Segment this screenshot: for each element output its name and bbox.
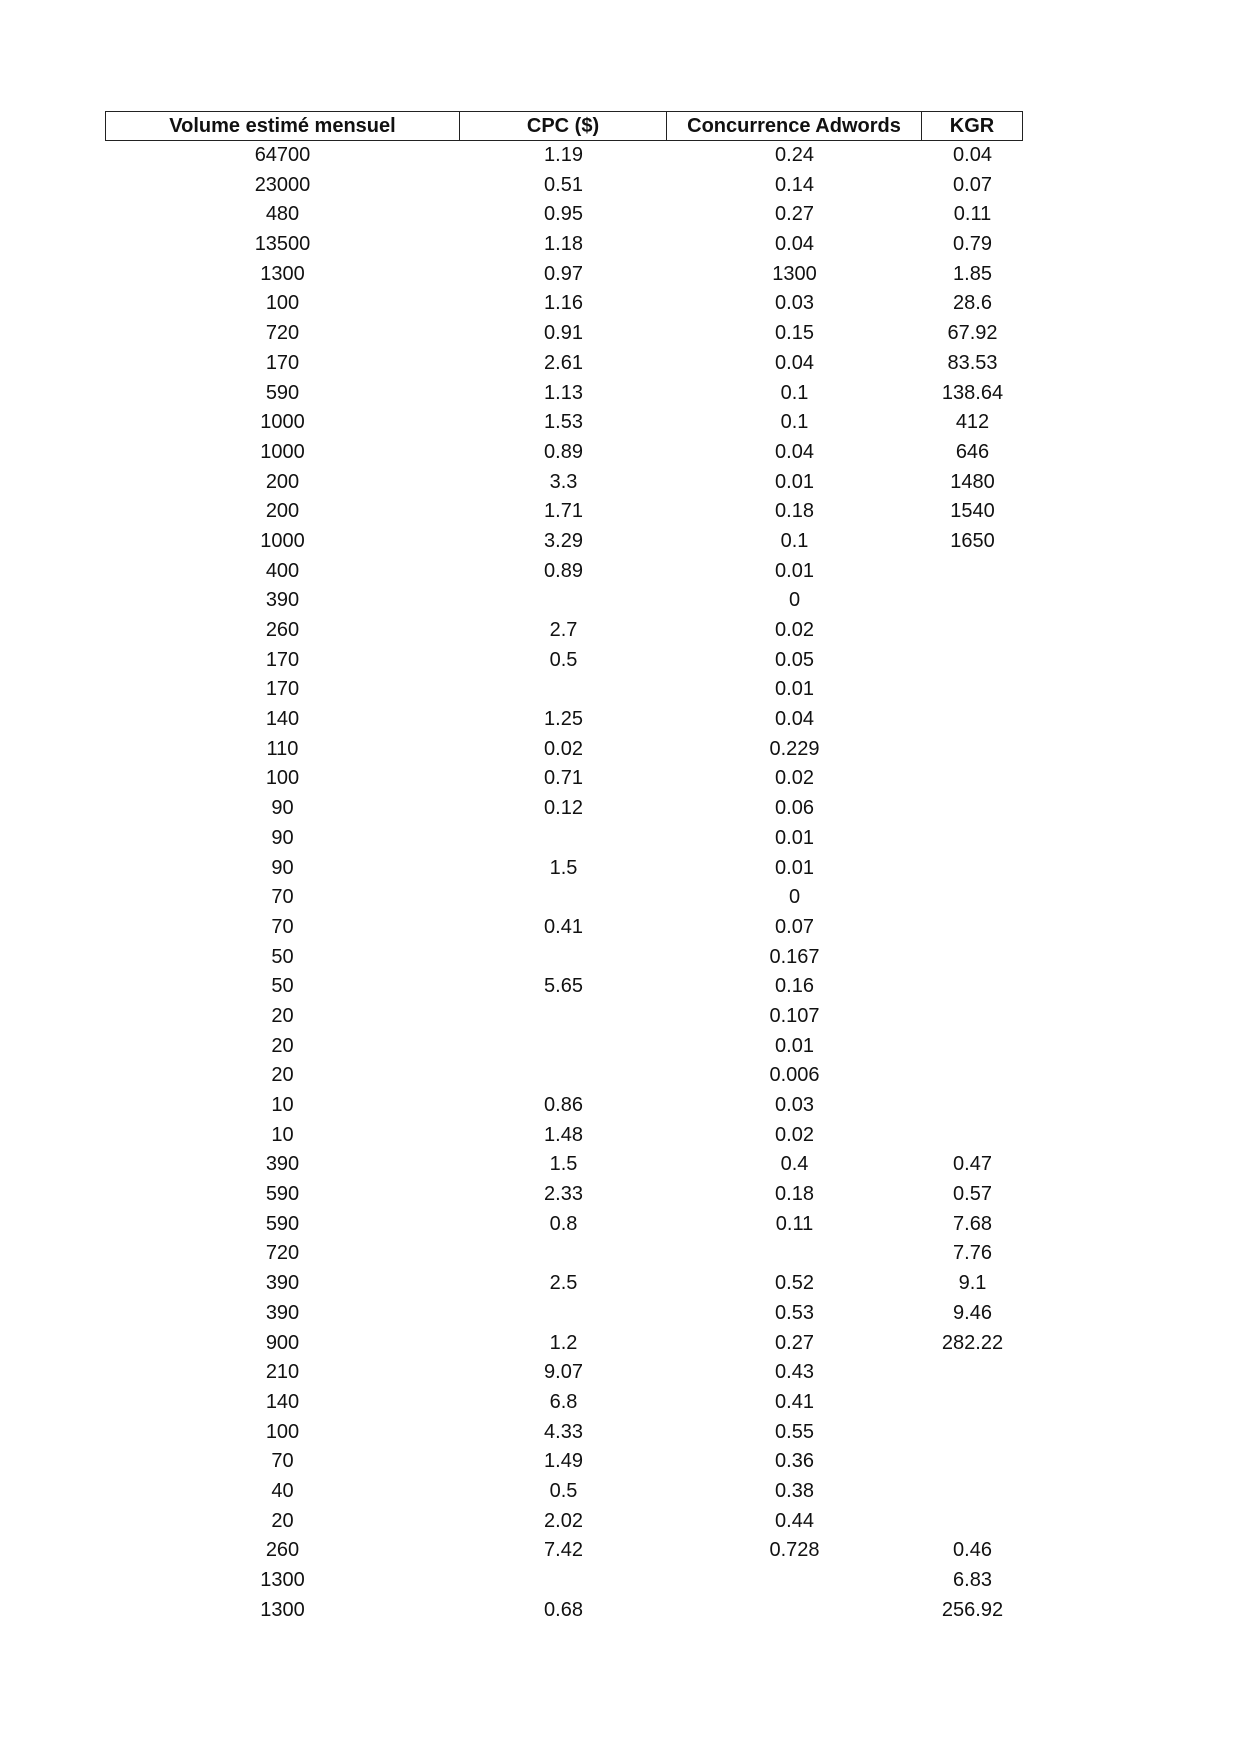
competition-cell: 0.27 bbox=[775, 203, 814, 226]
competition-cell: 0.55 bbox=[775, 1420, 814, 1443]
table-row bbox=[105, 1150, 1023, 1180]
competition-cell: 0.006 bbox=[769, 1064, 820, 1087]
table-row bbox=[105, 1507, 1023, 1537]
volume-cell: 100 bbox=[265, 1420, 300, 1443]
table-row bbox=[105, 260, 1023, 290]
competition-cell: 0.11 bbox=[775, 1212, 814, 1235]
volume-cell: 260 bbox=[265, 1539, 300, 1562]
volume-cell: 390 bbox=[265, 1301, 300, 1324]
competition-cell: 0.1 bbox=[780, 381, 809, 404]
cpc-cell: 2.61 bbox=[544, 351, 583, 374]
table-row bbox=[105, 289, 1023, 319]
competition-cell: 0.728 bbox=[769, 1539, 820, 1562]
volume-cell: 140 bbox=[265, 1390, 300, 1413]
kgr-cell: 282.22 bbox=[941, 1331, 1004, 1354]
competition-cell: 0.01 bbox=[775, 559, 814, 582]
table-row bbox=[105, 1269, 1023, 1299]
volume-cell: 90 bbox=[271, 856, 294, 879]
competition-cell: 0.01 bbox=[775, 856, 814, 879]
cpc-cell: 0.12 bbox=[544, 797, 583, 820]
competition-cell: 0.24 bbox=[775, 144, 814, 166]
table-row bbox=[105, 1180, 1023, 1210]
kgr-cell bbox=[922, 646, 1023, 676]
competition-cell: 0.15 bbox=[775, 322, 814, 345]
table-row bbox=[105, 171, 1023, 201]
kgr-cell: 9.1 bbox=[958, 1272, 987, 1295]
kgr-cell: 7.76 bbox=[953, 1242, 992, 1265]
kgr-cell bbox=[922, 794, 1023, 824]
table-row bbox=[105, 141, 1023, 171]
table-row bbox=[105, 1239, 1023, 1269]
volume-cell: 260 bbox=[265, 619, 300, 641]
table-row bbox=[105, 1061, 1023, 1091]
volume-cell: 390 bbox=[265, 1153, 300, 1176]
cpc-cell: 0.95 bbox=[544, 203, 583, 226]
kgr-cell bbox=[922, 1091, 1023, 1121]
cpc-cell: 0.5 bbox=[549, 648, 578, 671]
cpc-cell bbox=[460, 943, 667, 973]
competition-cell: 0.4 bbox=[780, 1153, 809, 1176]
table-row bbox=[105, 586, 1023, 616]
kgr-cell bbox=[922, 1477, 1023, 1507]
competition-cell: 0.16 bbox=[775, 975, 814, 998]
kgr-cell bbox=[922, 586, 1023, 616]
competition-cell bbox=[667, 1596, 922, 1626]
volume-cell: 590 bbox=[265, 1212, 300, 1235]
competition-cell: 0.1 bbox=[780, 529, 809, 552]
cpc-cell: 9.07 bbox=[544, 1361, 583, 1384]
volume-cell: 1000 bbox=[260, 529, 305, 552]
cpc-cell: 2.33 bbox=[544, 1183, 583, 1206]
cpc-cell: 0.68 bbox=[544, 1598, 583, 1621]
competition-cell: 0.38 bbox=[775, 1479, 814, 1502]
volume-cell: 1000 bbox=[260, 440, 305, 463]
table-row bbox=[105, 675, 1023, 705]
kgr-cell: 0.11 bbox=[953, 203, 992, 226]
volume-cell: 170 bbox=[265, 648, 300, 671]
kgr-cell: 1480 bbox=[950, 470, 995, 493]
volume-cell: 590 bbox=[265, 381, 300, 404]
table-row bbox=[105, 349, 1023, 379]
header-kgr: KGR bbox=[922, 111, 1023, 141]
table-row bbox=[105, 794, 1023, 824]
cpc-cell bbox=[460, 1002, 667, 1032]
cpc-cell: 6.8 bbox=[549, 1390, 578, 1413]
kgr-cell: 0.47 bbox=[953, 1153, 992, 1176]
volume-cell: 110 bbox=[266, 737, 299, 760]
volume-cell: 720 bbox=[265, 322, 300, 345]
table-header-row bbox=[105, 111, 1023, 141]
competition-cell: 0.05 bbox=[775, 648, 814, 671]
volume-cell: 50 bbox=[271, 975, 294, 998]
table-row bbox=[105, 943, 1023, 973]
volume-cell: 1300 bbox=[260, 1569, 305, 1591]
cpc-cell: 0.5 bbox=[549, 1479, 578, 1502]
cpc-cell bbox=[460, 586, 667, 616]
competition-cell bbox=[667, 1239, 922, 1269]
kgr-cell bbox=[922, 1447, 1023, 1477]
kgr-cell: 1650 bbox=[950, 529, 995, 552]
cpc-cell: 1.48 bbox=[544, 1123, 583, 1146]
volume-cell: 90 bbox=[271, 797, 294, 820]
competition-cell: 0.06 bbox=[775, 797, 814, 820]
volume-cell: 200 bbox=[265, 470, 300, 493]
competition-cell: 0.04 bbox=[775, 708, 814, 731]
cpc-cell bbox=[460, 1299, 667, 1329]
competition-cell: 0.18 bbox=[775, 500, 814, 523]
cpc-cell: 0.51 bbox=[544, 173, 583, 196]
cpc-cell: 0.91 bbox=[544, 322, 583, 345]
cpc-cell: 2.02 bbox=[544, 1509, 583, 1532]
table-row bbox=[105, 1091, 1023, 1121]
cpc-cell bbox=[460, 883, 667, 913]
kgr-cell bbox=[922, 913, 1023, 943]
table-row bbox=[105, 1121, 1023, 1151]
competition-cell: 0 bbox=[788, 886, 801, 909]
table-row bbox=[105, 883, 1023, 913]
cpc-cell: 0.89 bbox=[544, 559, 583, 582]
table-row bbox=[105, 616, 1023, 646]
kgr-cell: 0.07 bbox=[953, 173, 992, 196]
competition-cell: 1300 bbox=[772, 262, 817, 285]
volume-cell: 50 bbox=[271, 945, 294, 968]
competition-cell: 0.02 bbox=[775, 1123, 814, 1146]
table-row bbox=[105, 497, 1023, 527]
table-row bbox=[105, 735, 1023, 765]
table-row bbox=[105, 1477, 1023, 1507]
cpc-cell: 2.7 bbox=[549, 619, 578, 641]
volume-cell: 720 bbox=[265, 1242, 300, 1265]
volume-cell: 200 bbox=[265, 500, 300, 523]
competition-cell: 0.01 bbox=[775, 678, 814, 701]
kgr-cell: 412 bbox=[955, 411, 990, 434]
kgr-cell bbox=[922, 557, 1023, 587]
kgr-cell: 0.79 bbox=[953, 233, 992, 256]
competition-cell: 0.36 bbox=[775, 1450, 814, 1473]
competition-cell: 0.04 bbox=[775, 233, 814, 256]
table-row bbox=[105, 557, 1023, 587]
volume-cell: 70 bbox=[271, 1450, 294, 1473]
competition-cell: 0.229 bbox=[769, 737, 820, 760]
volume-cell: 1000 bbox=[260, 411, 305, 434]
competition-cell: 0.02 bbox=[775, 767, 814, 790]
kgr-cell bbox=[922, 1061, 1023, 1091]
kgr-cell: 646 bbox=[955, 440, 990, 463]
competition-cell: 0.18 bbox=[775, 1183, 814, 1206]
volume-cell: 590 bbox=[265, 1183, 300, 1206]
kgr-cell: 0.57 bbox=[953, 1183, 992, 1206]
table-row bbox=[105, 854, 1023, 884]
cpc-cell: 1.53 bbox=[544, 411, 583, 434]
table-row bbox=[105, 1418, 1023, 1448]
volume-cell: 1300 bbox=[260, 262, 305, 285]
volume-cell: 64700 bbox=[254, 144, 311, 166]
table-row bbox=[105, 1566, 1023, 1596]
table-body bbox=[105, 141, 1023, 1625]
competition-cell: 0.01 bbox=[775, 1034, 814, 1057]
cpc-cell: 2.5 bbox=[549, 1272, 578, 1295]
cpc-cell: 1.13 bbox=[544, 381, 583, 404]
table-row bbox=[105, 646, 1023, 676]
volume-cell: 23000 bbox=[254, 173, 311, 196]
kgr-cell: 1540 bbox=[950, 500, 995, 523]
table-row bbox=[105, 1596, 1023, 1626]
table-row bbox=[105, 764, 1023, 794]
table-row bbox=[105, 913, 1023, 943]
keyword-data-table bbox=[105, 111, 1023, 1625]
cpc-cell: 1.18 bbox=[544, 233, 583, 256]
table-row bbox=[105, 972, 1023, 1002]
cpc-cell bbox=[460, 1239, 667, 1269]
table-row bbox=[105, 705, 1023, 735]
competition-cell: 0.107 bbox=[769, 1004, 820, 1027]
kgr-cell bbox=[922, 1418, 1023, 1448]
competition-cell: 0.03 bbox=[775, 1094, 814, 1116]
volume-cell: 140 bbox=[265, 708, 300, 731]
cpc-cell: 4.33 bbox=[544, 1420, 583, 1443]
kgr-cell: 67.92 bbox=[947, 322, 998, 345]
volume-cell: 900 bbox=[265, 1331, 300, 1354]
volume-cell: 13500 bbox=[254, 233, 311, 256]
cpc-cell: 1.49 bbox=[544, 1450, 583, 1473]
kgr-cell: 0.04 bbox=[953, 144, 992, 166]
competition-cell: 0.01 bbox=[775, 826, 814, 849]
volume-cell: 1300 bbox=[260, 1598, 305, 1621]
volume-cell: 20 bbox=[271, 1004, 294, 1027]
cpc-cell: 0.97 bbox=[544, 262, 583, 285]
competition-cell: 0.1 bbox=[780, 411, 809, 434]
volume-cell: 480 bbox=[265, 203, 300, 226]
kgr-cell bbox=[922, 1507, 1023, 1537]
kgr-cell: 7.68 bbox=[953, 1212, 992, 1235]
competition-cell bbox=[667, 1566, 922, 1596]
volume-cell: 210 bbox=[265, 1361, 300, 1384]
volume-cell: 20 bbox=[271, 1034, 294, 1057]
competition-cell: 0 bbox=[788, 589, 801, 612]
competition-cell: 0.07 bbox=[775, 915, 814, 938]
competition-cell: 0.01 bbox=[775, 470, 814, 493]
volume-cell: 10 bbox=[271, 1123, 294, 1146]
kgr-cell bbox=[922, 854, 1023, 884]
volume-cell: 10 bbox=[271, 1094, 294, 1116]
competition-cell: 0.04 bbox=[775, 440, 814, 463]
table-row bbox=[105, 1536, 1023, 1566]
table-row bbox=[105, 1358, 1023, 1388]
competition-cell: 0.52 bbox=[775, 1272, 814, 1295]
kgr-cell: 28.6 bbox=[953, 292, 992, 315]
kgr-cell: 9.46 bbox=[953, 1301, 992, 1324]
cpc-cell: 5.65 bbox=[544, 975, 583, 998]
table-row bbox=[105, 824, 1023, 854]
volume-cell: 20 bbox=[271, 1064, 294, 1087]
cpc-cell: 3.29 bbox=[544, 529, 583, 552]
kgr-cell bbox=[922, 1032, 1023, 1062]
competition-cell: 0.167 bbox=[769, 945, 820, 968]
table-row bbox=[105, 1032, 1023, 1062]
cpc-cell: 7.42 bbox=[544, 1539, 583, 1562]
header-competition: Concurrence Adwords bbox=[667, 111, 922, 141]
cpc-cell: 0.8 bbox=[549, 1212, 578, 1235]
table-row bbox=[105, 319, 1023, 349]
competition-cell: 0.43 bbox=[775, 1361, 814, 1384]
kgr-cell: 138.64 bbox=[941, 381, 1004, 404]
competition-cell: 0.53 bbox=[775, 1301, 814, 1324]
volume-cell: 390 bbox=[265, 589, 300, 612]
competition-cell: 0.03 bbox=[775, 292, 814, 315]
cpc-cell: 1.25 bbox=[544, 708, 583, 731]
cpc-cell: 0.89 bbox=[544, 440, 583, 463]
cpc-cell: 0.41 bbox=[544, 915, 583, 938]
kgr-cell bbox=[922, 705, 1023, 735]
cpc-cell: 0.86 bbox=[544, 1094, 583, 1116]
volume-cell: 100 bbox=[265, 767, 300, 790]
cpc-cell: 0.71 bbox=[544, 767, 583, 790]
cpc-cell bbox=[460, 1566, 667, 1596]
competition-cell: 0.02 bbox=[775, 619, 814, 641]
competition-cell: 0.04 bbox=[775, 351, 814, 374]
table-row bbox=[105, 1002, 1023, 1032]
kgr-cell: 6.83 bbox=[953, 1569, 992, 1591]
cpc-cell: 0.02 bbox=[544, 737, 583, 760]
competition-cell: 0.41 bbox=[775, 1390, 814, 1413]
volume-cell: 170 bbox=[265, 351, 300, 374]
kgr-cell: 256.92 bbox=[941, 1598, 1004, 1621]
table-row bbox=[105, 230, 1023, 260]
kgr-cell bbox=[922, 972, 1023, 1002]
table-row bbox=[105, 527, 1023, 557]
volume-cell: 400 bbox=[265, 559, 300, 582]
cpc-cell bbox=[460, 824, 667, 854]
volume-cell: 70 bbox=[271, 915, 294, 938]
kgr-cell: 1.85 bbox=[953, 262, 992, 285]
kgr-cell bbox=[922, 1002, 1023, 1032]
cpc-cell bbox=[460, 1061, 667, 1091]
volume-cell: 20 bbox=[271, 1509, 294, 1532]
table-row bbox=[105, 1329, 1023, 1359]
kgr-cell: 83.53 bbox=[947, 351, 998, 374]
kgr-cell: 0.46 bbox=[953, 1539, 992, 1562]
kgr-cell bbox=[922, 1358, 1023, 1388]
table-row bbox=[105, 1388, 1023, 1418]
volume-cell: 170 bbox=[265, 678, 300, 701]
volume-cell: 90 bbox=[271, 826, 294, 849]
kgr-cell bbox=[922, 675, 1023, 705]
cpc-cell: 1.71 bbox=[544, 500, 583, 523]
kgr-cell bbox=[922, 1121, 1023, 1151]
volume-cell: 100 bbox=[265, 292, 300, 315]
kgr-cell bbox=[922, 1388, 1023, 1418]
table-row bbox=[105, 1447, 1023, 1477]
cpc-cell: 1.5 bbox=[549, 856, 578, 879]
cpc-cell: 1.2 bbox=[549, 1331, 578, 1354]
table-row bbox=[105, 1210, 1023, 1240]
volume-cell: 390 bbox=[265, 1272, 300, 1295]
cpc-cell bbox=[460, 675, 667, 705]
competition-cell: 0.14 bbox=[775, 173, 814, 196]
kgr-cell bbox=[922, 616, 1023, 646]
kgr-cell bbox=[922, 735, 1023, 765]
cpc-cell: 1.16 bbox=[544, 292, 583, 315]
competition-cell: 0.27 bbox=[775, 1331, 814, 1354]
cpc-cell: 3.3 bbox=[549, 470, 578, 493]
kgr-cell bbox=[922, 883, 1023, 913]
table-row bbox=[105, 200, 1023, 230]
kgr-cell bbox=[922, 824, 1023, 854]
table-row bbox=[105, 408, 1023, 438]
table-row bbox=[105, 438, 1023, 468]
kgr-cell bbox=[922, 764, 1023, 794]
cpc-cell: 1.19 bbox=[544, 144, 583, 166]
volume-cell: 70 bbox=[271, 886, 294, 909]
kgr-cell bbox=[922, 943, 1023, 973]
table-row bbox=[105, 379, 1023, 409]
cpc-cell bbox=[460, 1032, 667, 1062]
table-row bbox=[105, 468, 1023, 498]
header-cpc: CPC ($) bbox=[460, 111, 667, 141]
header-volume: Volume estimé mensuel bbox=[105, 111, 460, 141]
volume-cell: 40 bbox=[271, 1479, 294, 1502]
competition-cell: 0.44 bbox=[775, 1509, 814, 1532]
table-row bbox=[105, 1299, 1023, 1329]
cpc-cell: 1.5 bbox=[549, 1153, 578, 1176]
